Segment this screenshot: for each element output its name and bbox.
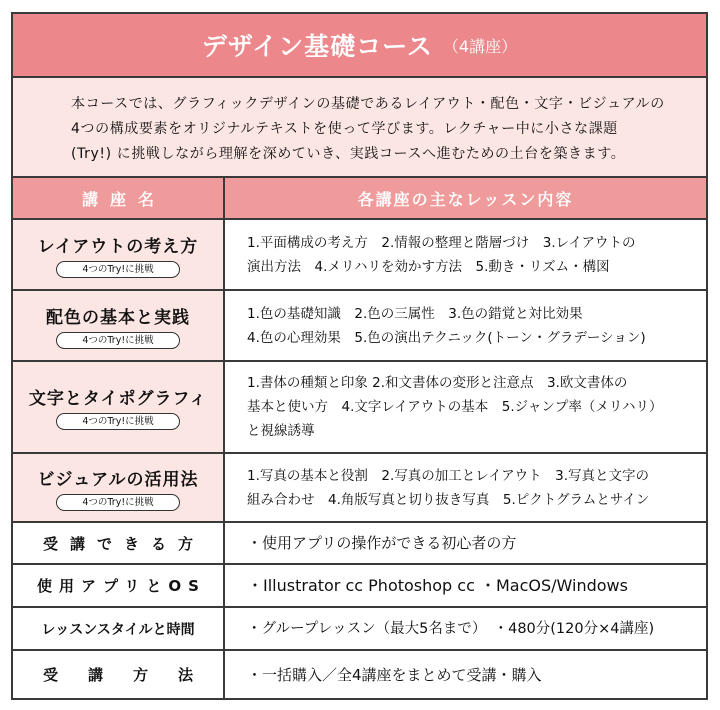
course-row bbox=[13, 454, 706, 523]
try-badge: 4つのTry!に挑戦 bbox=[56, 494, 180, 511]
course-intro bbox=[13, 78, 706, 178]
header-lesson-content: 各講座の主なレッスン内容 bbox=[225, 178, 706, 220]
course-row bbox=[13, 291, 706, 362]
lesson-line: 1.写真の基本と役割 2.写真の加工とレイアウト 3.写真と文字の bbox=[247, 467, 650, 484]
info-value: ・グループレッスン（最大5名まで） ・480分(120分×4講座) bbox=[225, 608, 706, 649]
info-row bbox=[13, 565, 706, 608]
course-table bbox=[11, 12, 708, 700]
lesson-line: と視線誘導 bbox=[247, 423, 315, 439]
lesson-line: 組み合わせ 4.角版写真と切り抜き写真 5.ピクトグラムとサイン bbox=[247, 491, 650, 508]
intro-line: 本コースでは、グラフィックデザインの基礎であるレイアウト・配色・文字・ビジュアルの bbox=[71, 96, 665, 112]
course-name-cell bbox=[13, 362, 225, 452]
info-label: レッスンスタイルと時間 bbox=[13, 608, 225, 649]
course-row bbox=[13, 220, 706, 291]
course-title: デザイン基礎コース bbox=[201, 32, 433, 61]
lesson-content-cell bbox=[225, 291, 706, 360]
try-badge: 4つのTry!に挑戦 bbox=[56, 413, 180, 430]
lesson-line: 1.色の基礎知識 2.色の三属性 3.色の錯覚と対比効果 bbox=[247, 305, 583, 322]
course-name: ビジュアルの活用法 bbox=[37, 469, 199, 490]
info-label: 受講方法 bbox=[13, 651, 225, 698]
info-row bbox=[13, 523, 706, 565]
lesson-line: 1.書体の種類と印象 2.和文書体の変形と注意点 3.欧文書体の bbox=[247, 375, 628, 391]
intro-line: 4つの構成要素をオリジナルテキストを使って学びます。レクチャー中に小さな課題 bbox=[71, 121, 618, 137]
lesson-content-cell bbox=[225, 220, 706, 289]
info-label: 受講できる方 bbox=[13, 523, 225, 563]
course-count: （4講座） bbox=[442, 36, 518, 56]
course-name: レイアウトの考え方 bbox=[37, 236, 199, 257]
info-value: ・Illustrator cc Photoshop cc ・MacOS/Windows bbox=[225, 565, 706, 606]
lesson-line: 1.平面構成の考え方 2.情報の整理と階層づけ 3.レイアウトの bbox=[247, 234, 636, 251]
course-name-cell bbox=[13, 454, 225, 521]
lesson-line: 基本と使い方 4.文字レイアウトの基本 5.ジャンプ率（メリハリ） bbox=[247, 399, 663, 415]
course-name-cell bbox=[13, 220, 225, 289]
course-name-cell bbox=[13, 291, 225, 360]
info-row bbox=[13, 651, 706, 698]
info-value: ・使用アプリの操作ができる初心者の方 bbox=[225, 523, 706, 563]
lesson-line: 4.色の心理効果 5.色の演出テクニック(トーン・グラデーション) bbox=[247, 329, 646, 346]
info-label: 使用アプリとOS bbox=[13, 565, 225, 606]
try-badge: 4つのTry!に挑戦 bbox=[56, 261, 180, 278]
course-name: 文字とタイポグラフィ bbox=[28, 389, 208, 409]
course-name: 配色の基本と実践 bbox=[46, 307, 190, 328]
lesson-content-cell bbox=[225, 362, 706, 452]
title-bar bbox=[13, 14, 706, 78]
header-course-name: 講座名 bbox=[13, 178, 225, 220]
course-row bbox=[13, 362, 706, 454]
info-row bbox=[13, 608, 706, 651]
info-value: ・一括購入／全4講座をまとめて受講・購入 bbox=[225, 651, 706, 698]
lesson-content-cell bbox=[225, 454, 706, 521]
intro-line: (Try!) に挑戦しながら理解を深めていき、実践コースへ進むための土台を築きます。 bbox=[71, 146, 626, 162]
lesson-line: 演出方法 4.メリハリを効かす方法 5.動き・リズム・構図 bbox=[247, 258, 610, 275]
try-badge: 4つのTry!に挑戦 bbox=[56, 332, 180, 349]
